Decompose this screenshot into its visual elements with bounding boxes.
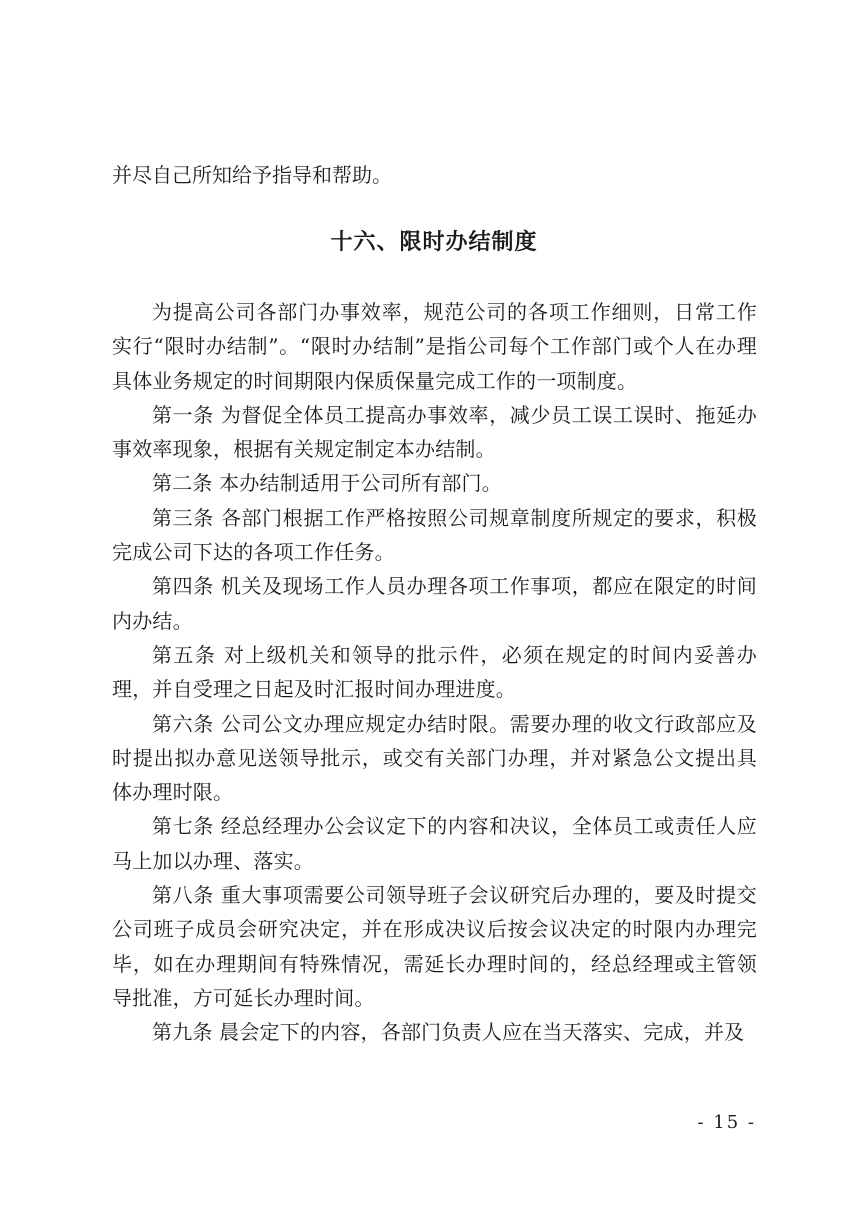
article-5-paragraph: 第五条 对上级机关和领导的批示件，必须在规定的时间内妥善办理，并自受理之日起及时汇报时间办理进度。 [112, 642, 757, 702]
article-9-paragraph: 第九条 晨会定下的内容，各部门负责人应在当天落实、完成，并及 [152, 1020, 745, 1045]
intro-paragraph: 为提高公司各部门办事效率，规范公司的各项工作细则，日常工作实行“限时办结制”。“限时办结制”是指公司每个工作部门或个人在办理具体业务规定的时间期限内保质保量完成工作的一项制度。 [112, 300, 757, 393]
section-title: 十六、限时办结制度 [330, 230, 538, 255]
page-number: - 15 - [697, 1112, 756, 1133]
article-2-paragraph: 第二条 本办结制适用于公司所有部门。 [152, 471, 502, 496]
article-4-paragraph: 第四条 机关及现场工作人员办理各项工作事项，都应在限定的时间内办结。 [112, 574, 757, 633]
section-body [112, 295, 757, 1050]
article-1-paragraph: 第一条 为督促全体员工提高办事效率，减少员工误工误时、拖延办事效率现象，根据有关规定制定本办结制。 [112, 402, 757, 462]
article-3-paragraph: 第三条 各部门根据工作严格按照公司规章制度所规定的要求，积极完成公司下达的各项工作任务。 [112, 505, 757, 565]
article-7-paragraph: 第七条 经总经理办公会议定下的内容和决议，全体员工或责任人应马上加以办理、落实。 [112, 814, 757, 873]
article-8-paragraph: 第八条 重大事项需要公司领导班子会议研究后办理的，要及时提交公司班子成员会研究决定，并在形成决议后按会议决定的时限内办理完毕，如在办理期间有特殊情况，需延长办理时间的，经总经理或主管领导批准，方可延长办理时间。 [112, 883, 757, 1010]
article-6-paragraph: 第六条 公司公文办理应规定办结时限。需要办理的收文行政部应及时提出拟办意见送领导批示，或交有关部门办理，并对紧急公文提出具体办理时限。 [112, 711, 757, 805]
continuation-paragraph: 并尽自己所知给予指导和帮助。 [112, 163, 392, 187]
